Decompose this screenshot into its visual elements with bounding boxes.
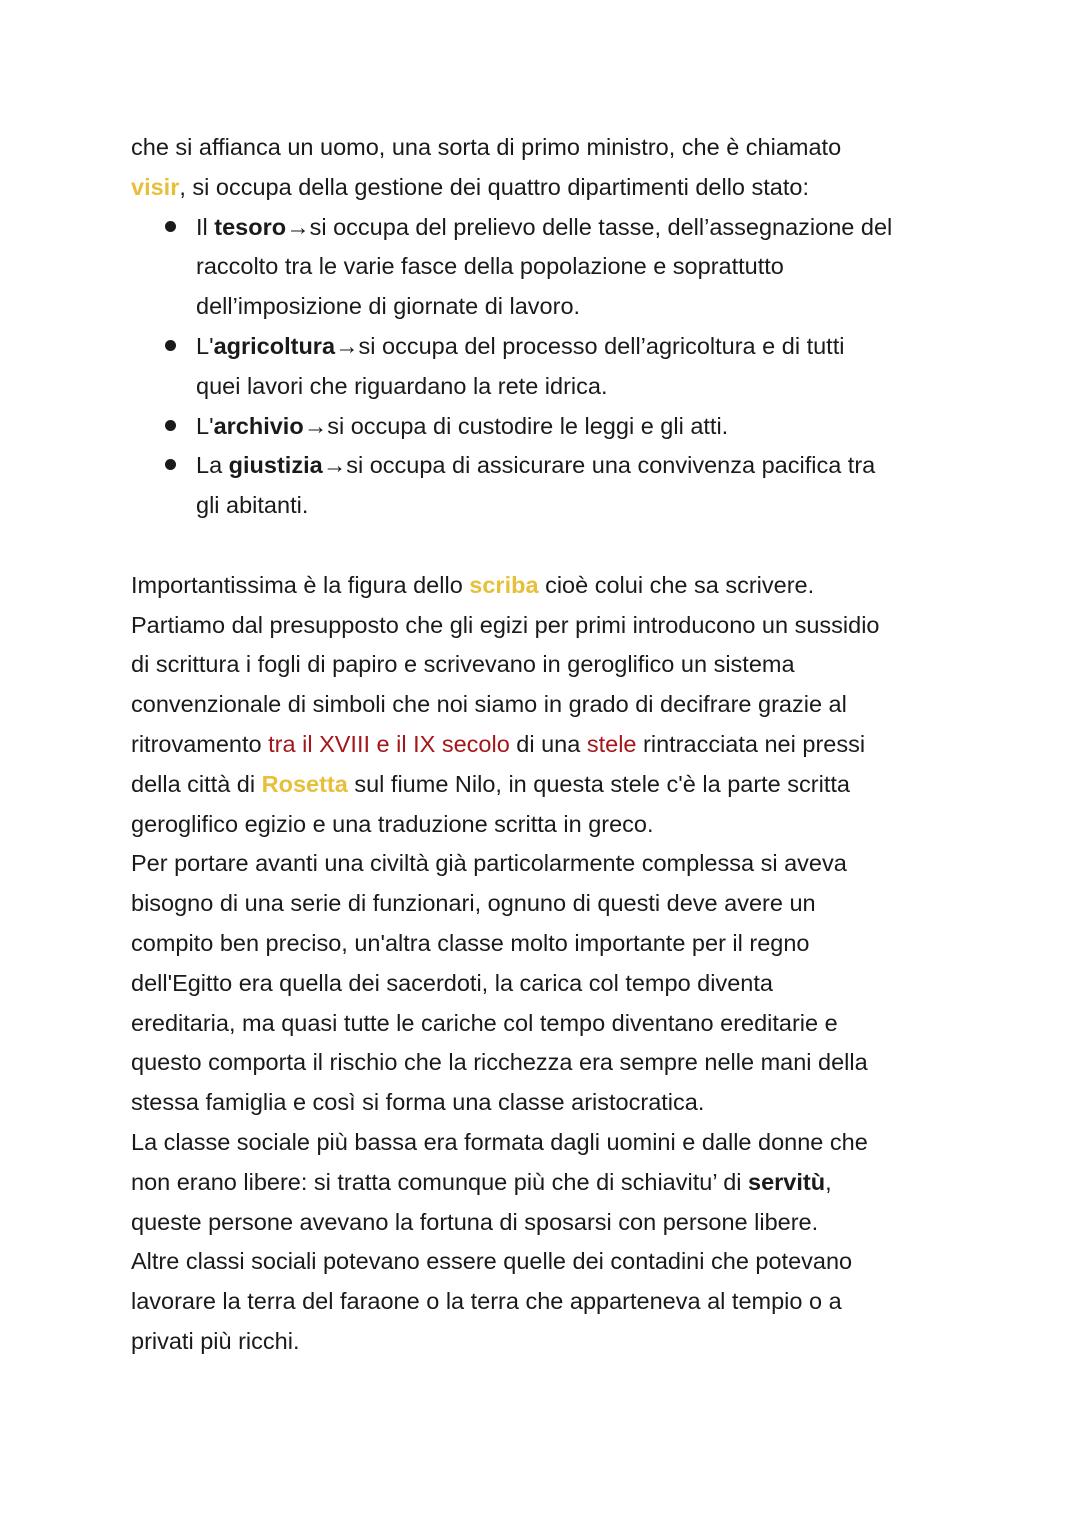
text-segment: dell’imposizione di giornate di lavoro.	[196, 293, 581, 320]
text-line	[131, 565, 814, 605]
text-segment: rintracciata nei pressi	[636, 731, 866, 757]
text-line	[131, 1082, 704, 1122]
bold-term: tesoro	[214, 213, 287, 240]
text-segment: sul fiume Nilo, in questa stele c'è la parte scritta	[347, 770, 850, 797]
text-segment: di scrittura i fogli di papiro e scrivevano in geroglifico un sistema	[131, 651, 795, 678]
text-segment: lavorare la terra del faraone o la terra che apparteneva al tempio o a	[131, 1288, 842, 1315]
text-segment: compito ben preciso, un'altra classe molto importante per il regno	[131, 930, 810, 956]
text-segment: gli abitanti.	[196, 492, 309, 519]
text-line	[131, 724, 865, 764]
text-line	[131, 883, 816, 923]
text-line	[131, 167, 809, 207]
text-segment: , si occupa della gestione dei quattro dipartimenti dello stato:	[179, 173, 810, 200]
bullet-item	[196, 445, 875, 485]
text-segment: stessa famiglia e così si forma una classe aristocratica.	[131, 1089, 705, 1116]
bullet-icon	[165, 459, 176, 470]
highlighted-term: Rosetta	[261, 770, 348, 797]
text-line	[131, 923, 810, 963]
text-line	[131, 1162, 832, 1202]
text-line	[131, 127, 841, 167]
text-segment: Il	[196, 213, 215, 240]
text-segment: quei lavori che riguardano la rete idrica.	[196, 372, 608, 399]
text-segment: L'	[196, 333, 214, 359]
text-line	[131, 804, 654, 844]
text-segment: ritrovamento	[131, 731, 269, 757]
bullet-icon	[165, 340, 176, 351]
text-line	[131, 1321, 299, 1361]
text-segment: che si affianca un uomo, una sorta di primo ministro, che è chiamato	[131, 134, 842, 160]
text-line	[131, 1042, 868, 1082]
text-line	[131, 1122, 868, 1162]
text-segment: privati più ricchi.	[131, 1328, 300, 1354]
text-segment: Per portare avanti una civiltà già particolarmente complessa si aveva	[131, 850, 847, 877]
text-segment: L'	[196, 412, 214, 439]
highlighted-term: visir	[131, 173, 180, 200]
text-line	[131, 1202, 818, 1242]
text-segment: queste persone avevano la fortuna di sposarsi con persone libere.	[131, 1208, 819, 1235]
text-line	[131, 644, 795, 684]
bold-term: agricoltura	[213, 333, 336, 359]
text-segment: questo comporta il rischio che la ricchezza era sempre nelle mani della	[131, 1049, 868, 1076]
text-segment: →si occupa del processo dell’agricoltura e di tutti	[335, 333, 845, 359]
text-segment: ereditaria, ma quasi tutte le cariche col tempo diventano ereditarie e	[131, 1009, 838, 1036]
text-segment: della città di	[131, 770, 262, 797]
text-line	[131, 843, 847, 883]
highlighted-term: tra il XVIII e il IX secolo	[268, 731, 510, 757]
text-segment: geroglifico egizio e una traduzione scritta in greco.	[131, 810, 654, 837]
bullet-item	[196, 406, 728, 446]
text-line	[131, 684, 847, 724]
bold-term: giustizia	[228, 452, 323, 479]
text-segment: ,	[825, 1168, 832, 1195]
highlighted-term: scriba	[469, 571, 539, 598]
text-segment: →si occupa di custodire le leggi e gli atti.	[303, 412, 729, 439]
text-segment: La classe sociale più bassa era formata dagli uomini e dalle donne che	[131, 1129, 868, 1155]
text-segment: Partiamo dal presupposto che gli egizi per primi introducono un sussidio	[131, 611, 880, 638]
text-segment: Altre classi sociali potevano essere quelle dei contadini che potevano	[131, 1248, 853, 1275]
text-segment: Importantissima è la figura dello	[131, 571, 470, 598]
text-segment: →si occupa di assicurare una convivenza pacifica tra	[322, 452, 876, 479]
bullet-item	[196, 326, 844, 366]
text-segment: cioè colui che sa scrivere.	[538, 571, 815, 598]
highlighted-term: stele	[586, 731, 637, 757]
text-segment: raccolto tra le varie fasce della popolazione e soprattutto	[196, 253, 784, 280]
text-line	[196, 366, 607, 406]
text-line	[131, 605, 880, 645]
bullet-item	[196, 207, 892, 247]
bold-term: archivio	[213, 412, 304, 439]
bullet-icon	[165, 420, 176, 431]
text-segment: →si occupa del prelievo delle tasse, dell’assegnazione del	[286, 213, 893, 240]
text-segment: La	[196, 452, 229, 479]
text-line	[131, 1241, 852, 1281]
text-segment: non erano libere: si tratta comunque più che di schiavitu’ di	[131, 1168, 749, 1195]
text-line	[196, 246, 784, 286]
text-segment: bisogno di una serie di funzionari, ognuno di questi deve avere un	[131, 890, 816, 917]
text-segment: di una	[509, 731, 587, 757]
text-segment: convenzionale di simboli che noi siamo in grado di decifrare grazie al	[131, 691, 847, 718]
text-line	[196, 286, 580, 326]
text-line	[131, 1003, 838, 1043]
text-line	[131, 764, 850, 804]
text-segment: dell'Egitto era quella dei sacerdoti, la carica col tempo diventa	[131, 969, 773, 996]
bullet-icon	[165, 221, 176, 232]
text-line	[131, 963, 773, 1003]
text-line	[196, 485, 308, 525]
text-line	[131, 1281, 842, 1321]
bold-term: servitù	[748, 1168, 826, 1195]
